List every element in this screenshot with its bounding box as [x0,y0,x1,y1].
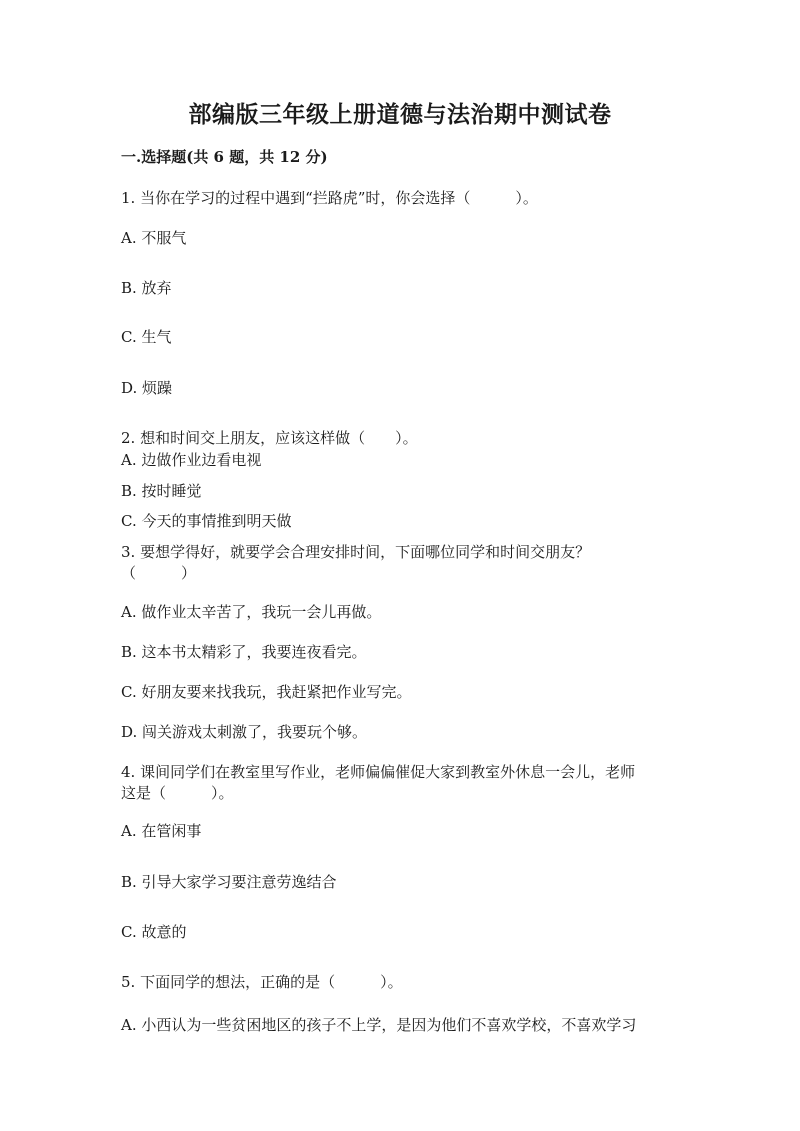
question-5-stem: 5. 下面同学的想法，正确的是（ ）。 [121,973,403,991]
question-4-option-c: C. 故意的 [121,923,187,941]
question-3-stem-line-1: 3. 要想学得好，就要学会合理安排时间，下面哪位同学和时间交朋友？ [121,543,591,561]
question-5-option-a: A. 小西认为一些贫困地区的孩子不上学，是因为他们不喜欢学校，不喜欢学习 [121,1016,637,1034]
question-1-option-c: C. 生气 [121,328,172,346]
question-1-stem: 1. 当你在学习的过程中遇到“拦路虎”时，你会选择（ ）。 [121,189,538,207]
question-2-option-a: A. 边做作业边看电视 [121,451,262,469]
section-heading: 一.选择题(共 6 题，共 12 分) [121,148,328,166]
question-1-option-b: B. 放弃 [121,279,172,297]
question-3-stem-line-2: （ ） [121,564,197,582]
question-2-option-b: B. 按时睡觉 [121,482,202,500]
question-4-stem-line-2: 这是（ ）。 [121,784,234,802]
question-4-stem-line-1: 4. 课间同学们在教室里写作业，老师偏偏催促大家到教室外休息一会儿，老师 [121,763,636,781]
question-3-option-c: C. 好朋友要来找我玩，我赶紧把作业写完。 [121,683,412,701]
question-3-option-b: B. 这本书太精彩了，我要连夜看完。 [121,643,367,661]
page-title: 部编版三年级上册道德与法治期中测试卷 [188,101,612,128]
question-1-option-d: D. 烦躁 [121,379,173,397]
question-4-option-b: B. 引导大家学习要注意劳逸结合 [121,873,337,891]
question-3-option-a: A. 做作业太辛苦了，我玩一会儿再做。 [121,603,382,621]
question-2-stem: 2. 想和时间交上朋友，应该这样做（ ）。 [121,429,418,447]
question-3-option-d: D. 闯关游戏太刺激了，我要玩个够。 [121,723,368,741]
question-2-option-c: C. 今天的事情推到明天做 [121,512,292,530]
question-1-option-a: A. 不服气 [121,229,187,247]
question-4-option-a: A. 在管闲事 [121,822,202,840]
